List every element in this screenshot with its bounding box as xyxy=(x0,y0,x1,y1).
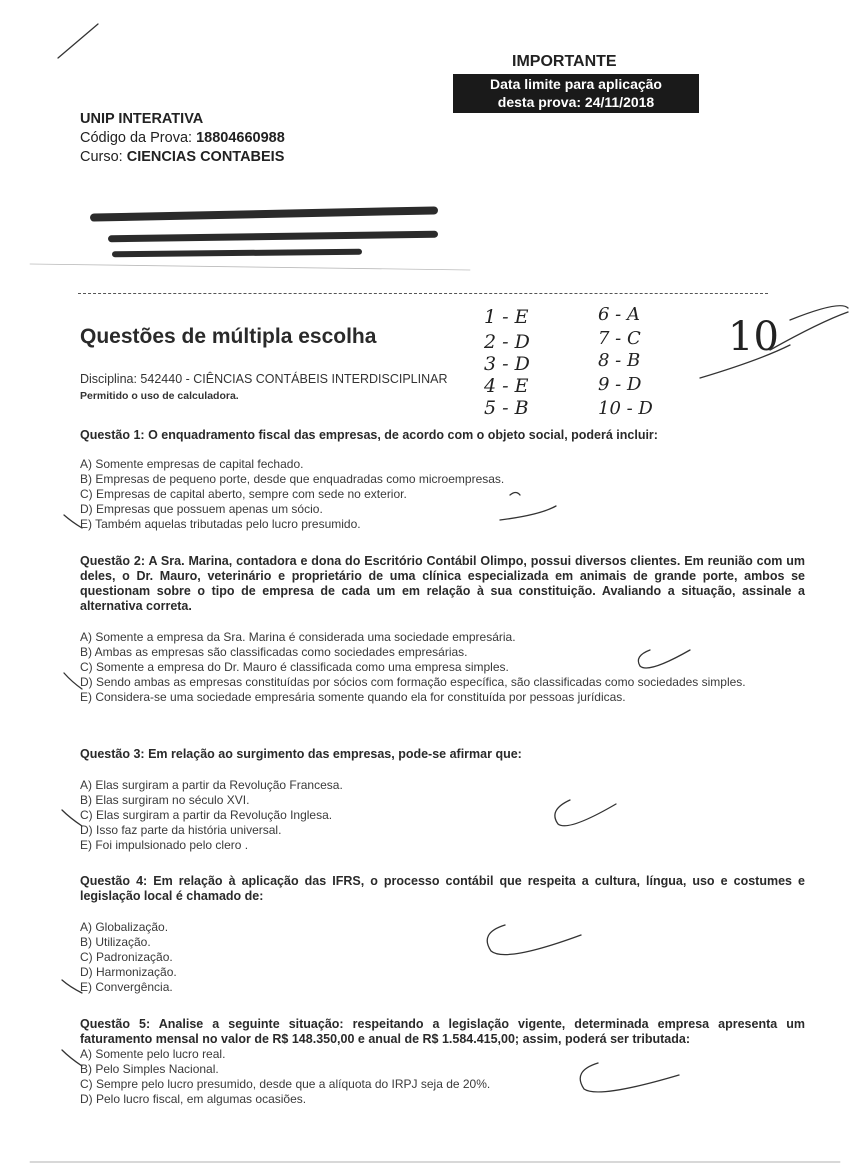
check-mark-q4 xyxy=(487,925,581,955)
question-1-label: Questão 1: xyxy=(80,428,145,442)
calculator-note: Permitido o uso de calculadora. xyxy=(80,390,239,402)
exam-code-label: Código da Prova: xyxy=(80,130,193,146)
q4-option-a: A) Globalização. xyxy=(80,920,169,934)
question-5-text: Analise a seguinte situação: respeitando a legislação vigente, determinada empresa apresenta um faturamento mensal no valor de R$ 148.350,00 e anual de R$ 1.584.415,00; assim, poderá ser tributada: xyxy=(80,1017,805,1046)
question-1-text: O enquadramento fiscal das empresas, de acordo com o objeto social, poderá incluir: xyxy=(148,428,658,442)
scan-line xyxy=(30,264,470,270)
question-2-label: Questão 2: xyxy=(80,554,146,568)
check-mark-q3 xyxy=(555,800,616,826)
q3-option-e: E) Foi impulsionado pelo clero . xyxy=(80,838,249,852)
answer-key-3: 3 - D xyxy=(484,353,530,375)
check-mark-q2 xyxy=(638,650,690,668)
q4-option-d: D) Harmonização. xyxy=(80,965,177,979)
answer-key-7: 7 - C xyxy=(598,328,641,349)
tick-q3-c xyxy=(62,810,82,826)
q2-option-c: C) Somente a empresa do Dr. Mauro é classificada como uma empresa simples. xyxy=(80,660,509,674)
q2-option-e: E) Considera-se uma sociedade empresária somente quando ela for constituída por pessoas jurídicas. xyxy=(80,690,626,704)
course-label: Curso: xyxy=(80,149,123,165)
q3-option-d: D) Isso faz parte da história universal. xyxy=(80,823,282,837)
answer-key-1: 1 - E xyxy=(484,306,529,328)
answer-key-10: 10 - D xyxy=(598,398,653,419)
q4-option-b: B) Utilização. xyxy=(80,935,151,949)
check-mark-q5 xyxy=(580,1063,679,1092)
q1-option-e: E) Também aquelas tributadas pelo lucro presumido. xyxy=(80,517,361,531)
check-mark-q1 xyxy=(500,493,556,521)
q5-option-a: A) Somente pelo lucro real. xyxy=(80,1047,226,1061)
q1-option-d: D) Empresas que possuem apenas um sócio. xyxy=(80,502,323,516)
answer-key-6: 6 - A xyxy=(598,304,640,325)
q5-option-b: B) Pelo Simples Nacional. xyxy=(80,1062,219,1076)
q2-option-d: D) Sendo ambas as empresas constituídas por sócios com formação específica, são classificadas como sociedades simples. xyxy=(80,675,746,689)
tick-q1-e xyxy=(64,515,82,528)
answer-key-2: 2 - D xyxy=(484,331,530,353)
question-3-label: Questão 3: xyxy=(80,747,145,761)
q5-option-d: D) Pelo lucro fiscal, em algumas ocasiões. xyxy=(80,1092,307,1106)
answer-key-8: 8 - B xyxy=(598,350,641,371)
question-5-label: Questão 5: xyxy=(80,1017,151,1031)
q4-option-e: E) Convergência. xyxy=(80,980,173,994)
answer-key-5: 5 - B xyxy=(484,397,529,419)
answer-key-4: 4 - E xyxy=(484,375,529,397)
q3-option-b: B) Elas surgiram no século XVI. xyxy=(80,793,250,807)
section-title: Questões de múltipla escolha xyxy=(80,325,377,348)
q4-option-c: C) Padronização. xyxy=(80,950,173,964)
course-value: CIENCIAS CONTABEIS xyxy=(126,149,285,165)
question-4-label: Questão 4: xyxy=(80,874,148,888)
deadline-line-1: Data limite para aplicação xyxy=(490,76,662,92)
q1-option-a: A) Somente empresas de capital fechado. xyxy=(80,457,304,471)
q1-option-c: C) Empresas de capital aberto, sempre com sede no exterior. xyxy=(80,487,407,501)
tick-q4-e xyxy=(62,980,82,993)
tick-q5-b xyxy=(62,1050,82,1066)
question-2-text: A Sra. Marina, contadora e dona do Escritório Contábil Olimpo, possui diversos clientes. Em reunião com um deles, o Dr. Mauro, veterinário e proprietário de uma clínica especializada em animais de grande porte, ambos se questionam sobre o tipo de empresa de cada um em relação à sua constituição. Avaliando a situação, assinale a alternativa correta. xyxy=(80,554,805,613)
q2-option-b: B) Ambas as empresas são classificadas como sociedades empresárias. xyxy=(80,645,468,659)
exam-code-value: 18804660988 xyxy=(196,130,285,146)
tick-q2-d xyxy=(64,673,82,689)
answer-key-9: 9 - D xyxy=(598,374,642,395)
score: 10 xyxy=(728,314,779,360)
q2-option-a: A) Somente a empresa da Sra. Marina é considerada uma sociedade empresária. xyxy=(80,630,516,644)
q3-option-c: C) Elas surgiram a partir da Revolução Inglesa. xyxy=(80,808,333,822)
q5-option-c: C) Sempre pelo lucro presumido, desde que a alíquota do IRPJ seja de 20%. xyxy=(80,1077,491,1091)
deadline-line-2: desta prova: 24/11/2018 xyxy=(497,94,655,110)
q3-option-a: A) Elas surgiram a partir da Revolução Francesa. xyxy=(80,778,343,792)
q1-option-b: B) Empresas de pequeno porte, desde que enquadradas como microempresas. xyxy=(80,472,505,486)
question-3-text: Em relação ao surgimento das empresas, pode-se afirmar que: xyxy=(148,747,522,761)
institution-name: UNIP INTERATIVA xyxy=(80,111,204,127)
pen-stroke-top xyxy=(58,24,98,58)
notice-title: IMPORTANTE xyxy=(512,53,617,70)
discipline-line: Disciplina: 542440 - CIÊNCIAS CONTÁBEIS INTERDISCIPLINAR xyxy=(80,372,448,386)
question-4-text: Em relação à aplicação das IFRS, o processo contábil que respeita a cultura, língua, uso e costumes e legislação local é chamado de: xyxy=(80,874,805,903)
